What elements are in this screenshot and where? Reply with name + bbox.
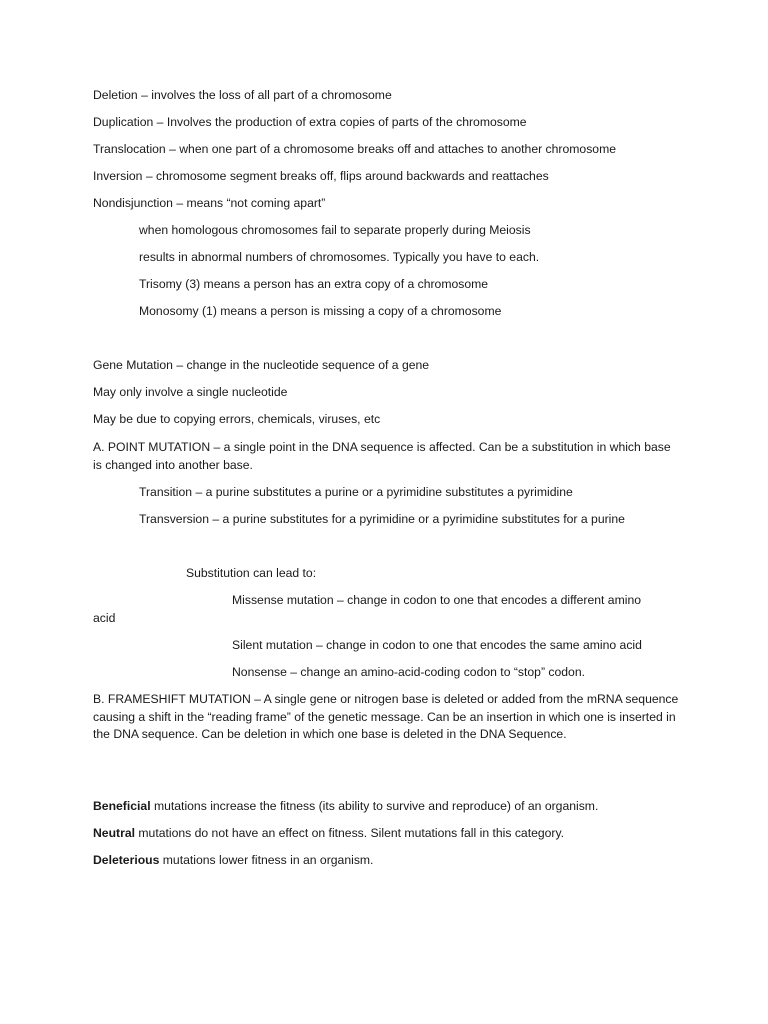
frameshift-paragraph: B. FRAMESHIFT MUTATION – A single gene or nitrogen base is deleted or added from the mRNA sequence causing a shift in the “reading frame” of the genetic message. Can be an insertion in which one is inserted in the DNA sequence. Can be deletion in which one base is deleted in the DNA Sequence. [93, 692, 679, 741]
mutation-causes: May be due to copying errors, chemicals, viruses, etc [93, 412, 381, 426]
silent-mutation-definition: Silent mutation – change in codon to one that encodes the same amino acid [232, 638, 642, 652]
single-nucleotide-note: May only involve a single nucleotide [93, 385, 288, 399]
trisomy-definition: Trisomy (3) means a person has an extra copy of a chromosome [139, 277, 489, 291]
nonsense-definition: Nonsense – change an amino-acid-coding codon to “stop” codon. [232, 665, 585, 679]
beneficial-mutation-line [93, 798, 598, 816]
beneficial-term: Beneficial [93, 799, 151, 813]
nondisjunction-detail-2: results in abnormal numbers of chromosomes. Typically you have to each. [139, 250, 540, 264]
nondisjunction-definition: Nondisjunction – means “not coming apart” [93, 196, 326, 210]
neutral-mutation-line [93, 825, 564, 843]
transversion-definition: Transversion – a purine substitutes for a pyrimidine or a pyrimidine substitutes for a purine [139, 512, 625, 526]
deleterious-text: mutations lower fitness in an organism. [159, 853, 374, 867]
deleterious-term: Deleterious [93, 853, 160, 867]
neutral-text: mutations do not have an effect on fitness. Silent mutations fall in this category. [135, 826, 565, 840]
duplication-definition: Duplication – Involves the production of extra copies of parts of the chromosome [93, 115, 527, 129]
transition-definition: Transition – a purine substitutes a purine or a pyrimidine substitutes a pyrimidine [139, 485, 573, 499]
missense-definition: Missense mutation – change in codon to one that encodes a different amino [232, 593, 642, 607]
gene-mutation-definition: Gene Mutation – change in the nucleotide sequence of a gene [93, 358, 430, 372]
deleterious-mutation-line [93, 852, 373, 870]
translocation-definition: Translocation – when one part of a chromosome breaks off and attaches to another chromosome [93, 142, 617, 156]
nondisjunction-detail-1: when homologous chromosomes fail to separate properly during Meiosis [139, 223, 531, 237]
deletion-definition: Deletion – involves the loss of all part of a chromosome [93, 88, 392, 102]
missense-definition-continued: acid [93, 611, 116, 625]
neutral-term: Neutral [93, 826, 135, 840]
point-mutation-paragraph: A. POINT MUTATION – a single point in the DNA sequence is affected. Can be a substitution in which base is changed into another base. [93, 440, 671, 472]
beneficial-text: mutations increase the fitness (its ability to survive and reproduce) of an organism. [150, 799, 599, 813]
substitution-intro: Substitution can lead to: [186, 566, 317, 580]
inversion-definition: Inversion – chromosome segment breaks off, flips around backwards and reattaches [93, 169, 549, 183]
monosomy-definition: Monosomy (1) means a person is missing a copy of a chromosome [139, 304, 502, 318]
